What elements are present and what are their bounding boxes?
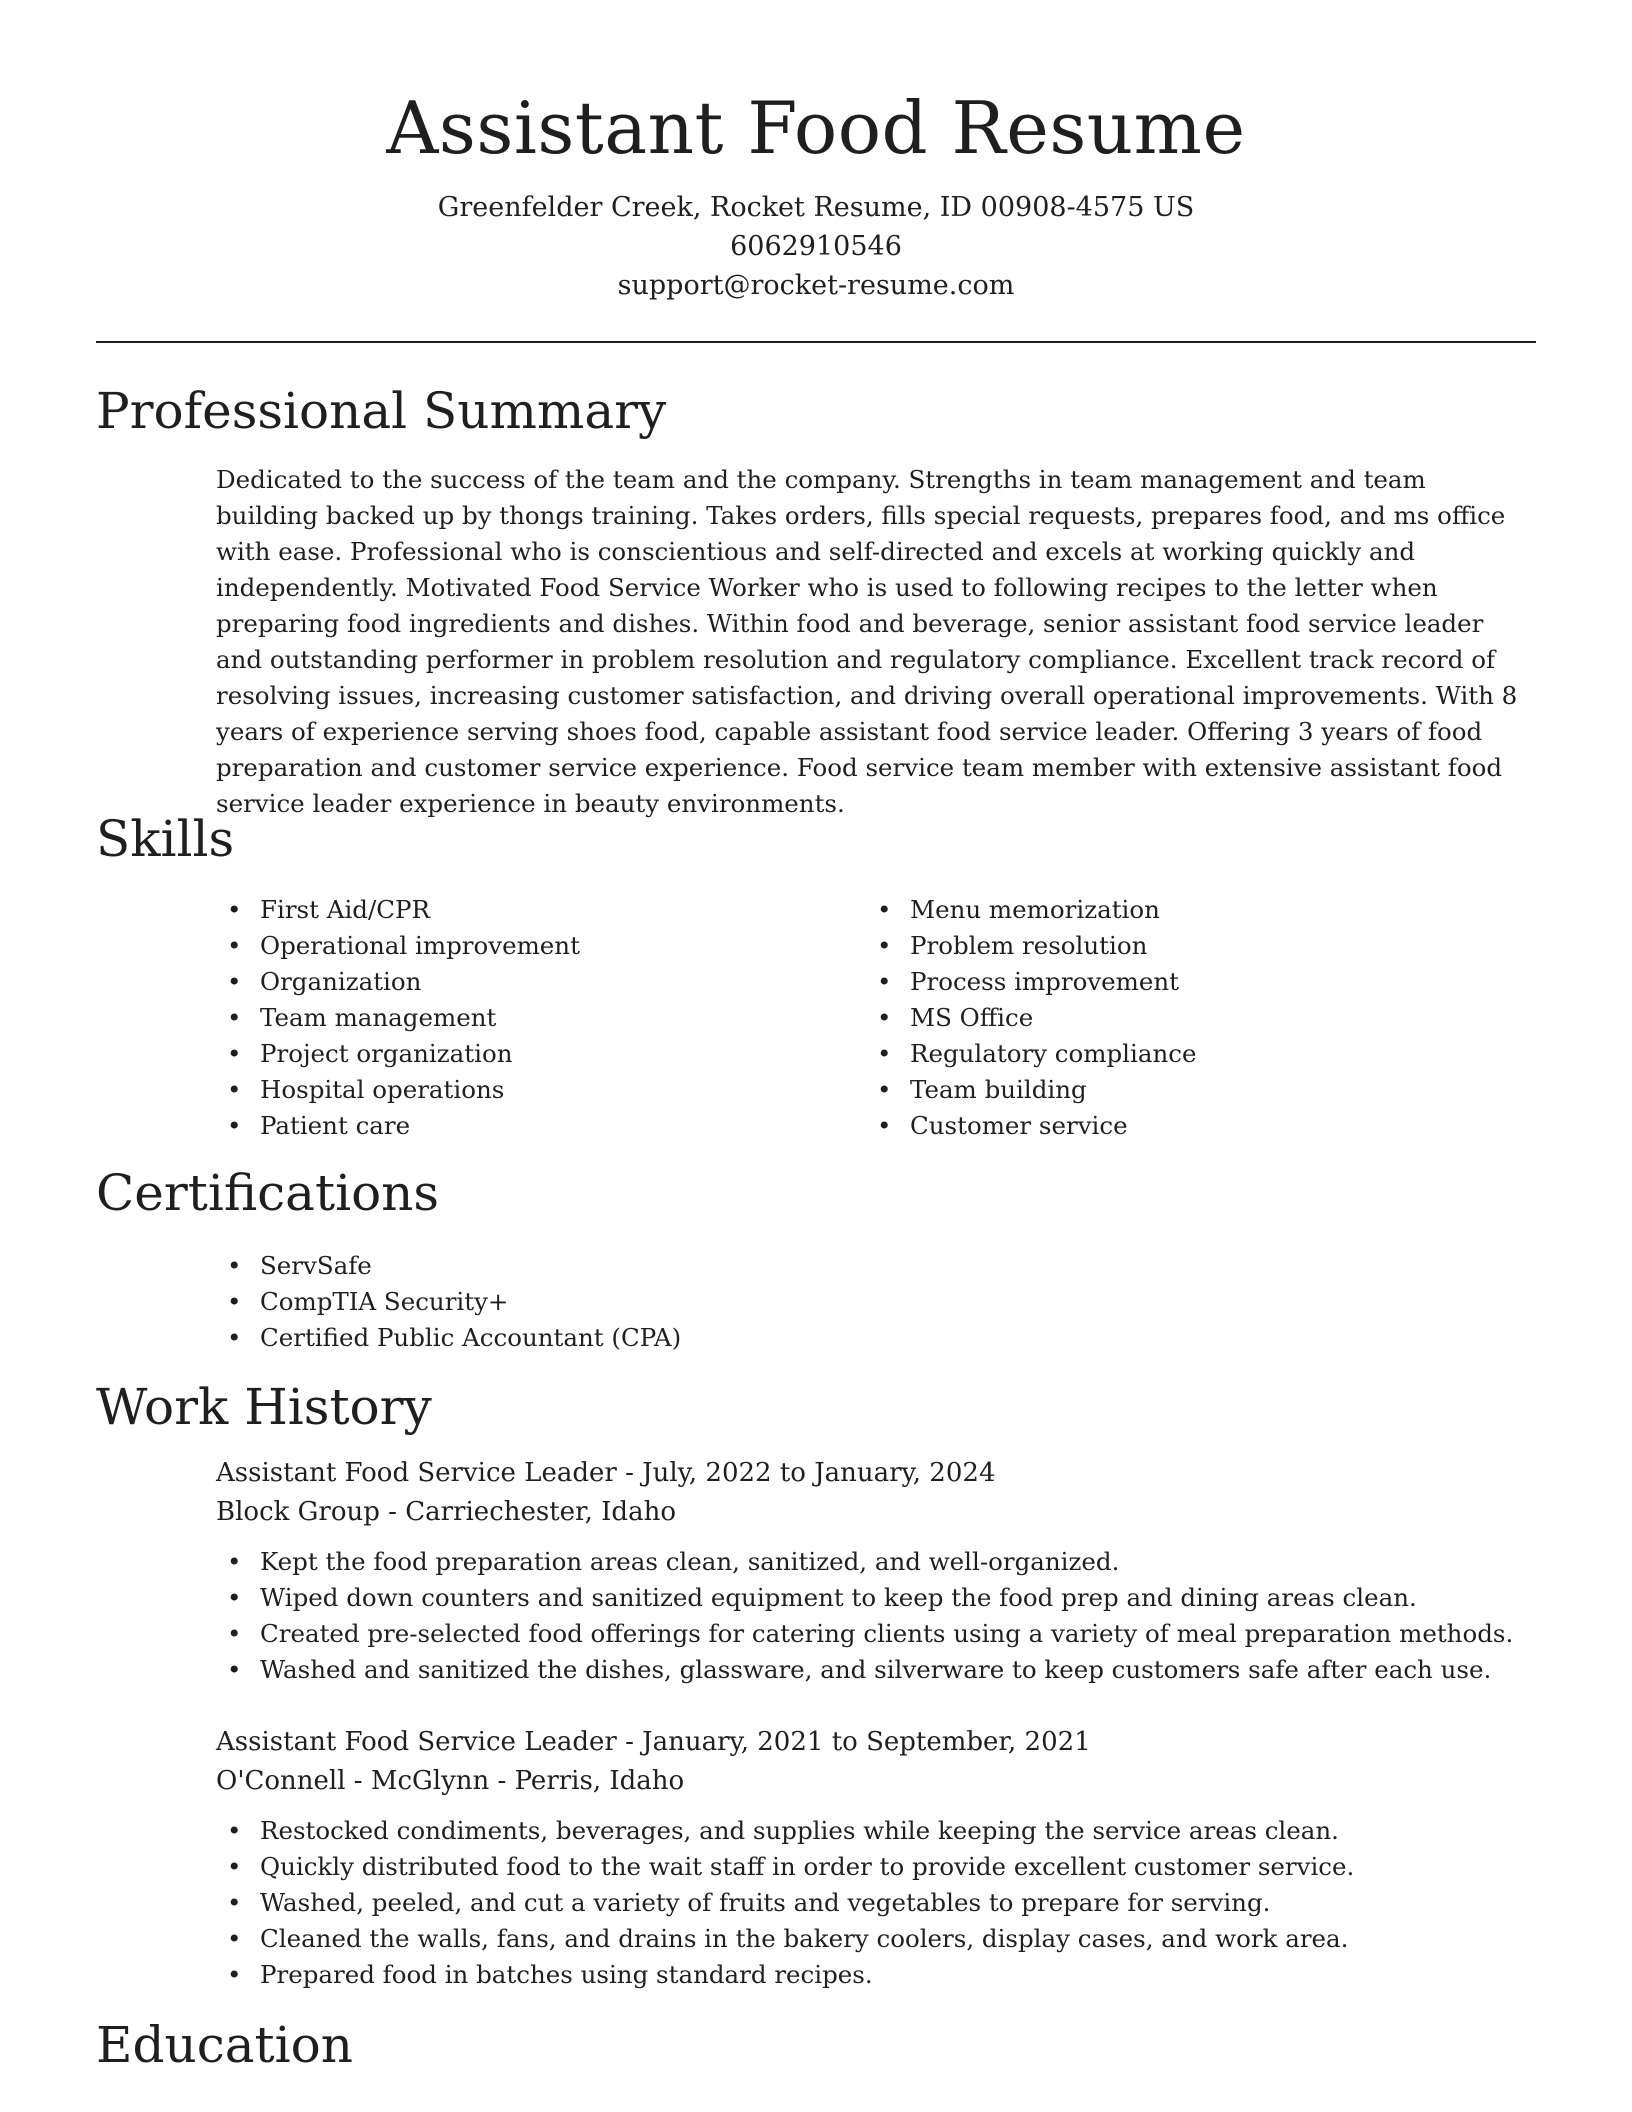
skill-item: • Team building: [866, 1072, 1196, 1108]
job-location: Perris, Idaho: [514, 1766, 685, 1796]
job-dates: January, 2021 to September, 2021: [642, 1727, 1091, 1757]
job-company-line: [216, 1493, 1526, 1532]
job-bullet: • Cleaned the walls, fans, and drains in the bakery coolers, display cases, and work area.: [216, 1921, 1526, 1957]
skill-item: • Project organization: [216, 1036, 580, 1072]
job-title: Assistant Food Service Leader: [216, 1458, 617, 1488]
certifications-list: [216, 1248, 681, 1356]
skill-item: • Team management: [216, 1000, 580, 1036]
certification-item: • CompTIA Security+: [216, 1284, 681, 1320]
job-bullet: • Kept the food preparation areas clean, sanitized, and well-organized.: [216, 1544, 1526, 1580]
skill-item: • Process improvement: [866, 964, 1196, 1000]
contact-block: [0, 188, 1632, 305]
job-title-line: [216, 1454, 1526, 1493]
resume-name: Assistant Food Resume: [386, 86, 1246, 170]
section-title-summary: Professional Summary: [96, 382, 667, 440]
skills-list-right: [866, 892, 1196, 1144]
skill-item: • First Aid/CPR: [216, 892, 580, 928]
job-bullet: • Created pre-selected food offerings for catering clients using a variety of meal preparation methods.: [216, 1616, 1526, 1652]
job-bullet: • Restocked condiments, beverages, and supplies while keeping the service areas clean.: [216, 1813, 1526, 1849]
skills-list-left: [216, 892, 580, 1144]
section-title-work-history: Work History: [96, 1378, 432, 1436]
skill-item: • Patient care: [216, 1108, 580, 1144]
skill-item: • Customer service: [866, 1108, 1196, 1144]
skill-item: • Menu memorization: [866, 892, 1196, 928]
certification-item: • ServSafe: [216, 1248, 681, 1284]
skill-item: • Operational improvement: [216, 928, 580, 964]
section-title-certifications: Certifications: [96, 1164, 440, 1222]
job-dates: July, 2022 to January, 2024: [642, 1458, 996, 1488]
separator: -: [616, 1458, 643, 1488]
section-title-education: Education: [96, 2016, 353, 2074]
skill-item: • Regulatory compliance: [866, 1036, 1196, 1072]
skill-item: • Problem resolution: [866, 928, 1196, 964]
summary-text: Dedicated to the success of the team and the company. Strengths in team management and team building backed up by thongs training. Takes orders, fills special requests, prepares food, and ms office with ease. Professional who is conscientious and self-directed and excels at working quickly and independently. Motivated Food Service Worker who is used to following recipes to the letter when preparing food ingredients and dishes. Within food and beverage, senior assistant food service leader and outstanding performer in problem resolution and regulatory compliance. Excellent track record of resolving issues, increasing customer satisfaction, and driving overall operational improvements. With 8 years of experience serving shoes food, capable assistant food service leader. Offering 3 years of food preparation and customer service experience. Food service team member with extensive assistant food service leader experience in beauty environments.: [216, 465, 1518, 818]
job-location: Carriechester, Idaho: [405, 1497, 676, 1527]
summary-block: [216, 462, 1526, 822]
certification-item: • Certified Public Accountant (CPA): [216, 1320, 681, 1356]
job-bullet: • Wiped down counters and sanitized equipment to keep the food prep and dining areas clean.: [216, 1580, 1526, 1616]
job-title-line: [216, 1723, 1526, 1762]
skill-item: • Hospital operations: [216, 1072, 580, 1108]
job-company-line: [216, 1762, 1526, 1801]
separator: -: [379, 1497, 406, 1527]
separator: -: [616, 1727, 643, 1757]
job-bullet: • Washed and sanitized the dishes, glassware, and silverware to keep customers safe after each use.: [216, 1652, 1526, 1688]
contact-email: support@rocket-resume.com: [617, 270, 1015, 301]
job-bullet: • Washed, peeled, and cut a variety of fruits and vegetables to prepare for serving.: [216, 1885, 1526, 1921]
section-title-skills: Skills: [96, 810, 235, 868]
skill-item: • MS Office: [866, 1000, 1196, 1036]
job-bullets: [216, 1544, 1526, 1688]
job-entry: [216, 1454, 1526, 1688]
job-company: Block Group: [216, 1497, 380, 1527]
skill-item: • Organization: [216, 964, 580, 1000]
contact-phone: 6062910546: [730, 231, 902, 262]
job-title: Assistant Food Service Leader: [216, 1727, 617, 1757]
header-divider: [96, 341, 1536, 343]
resume-header: [0, 84, 1632, 305]
job-company: O'Connell - McGlynn: [216, 1766, 490, 1796]
separator: -: [489, 1766, 515, 1796]
job-bullet: • Prepared food in batches using standard recipes.: [216, 1957, 1526, 1993]
job-bullet: • Quickly distributed food to the wait staff in order to provide excellent customer service.: [216, 1849, 1526, 1885]
job-bullets: [216, 1813, 1526, 1993]
contact-address: Greenfelder Creek, Rocket Resume, ID 00908-4575 US: [437, 192, 1195, 223]
job-entry: [216, 1723, 1526, 1993]
